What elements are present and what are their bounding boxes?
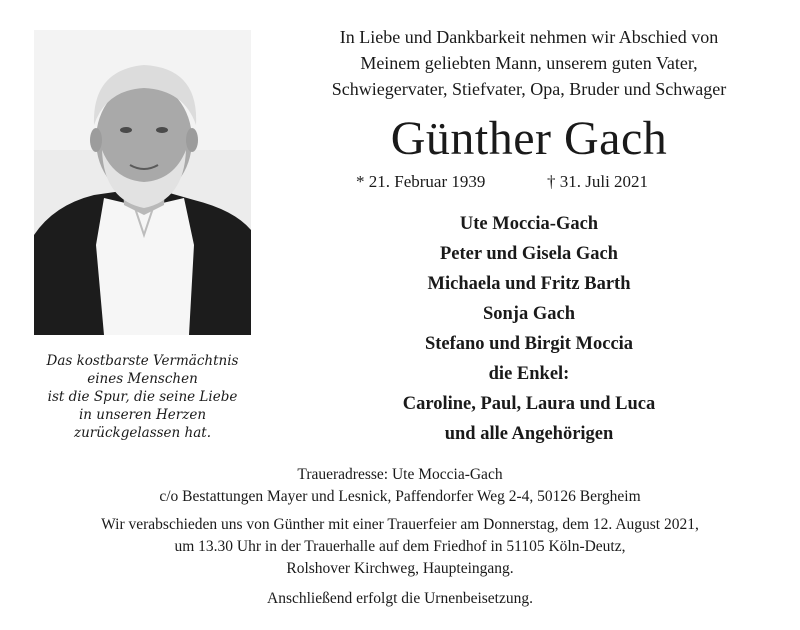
death-date: † 31. Juli 2021 — [547, 172, 649, 191]
portrait-photo — [34, 30, 251, 335]
ceremony-line: Wir verabschieden uns von Günther mit einer Trauerfeier am Donnerstag, dem 12. August 2021, — [101, 516, 699, 533]
intro-line: In Liebe und Dankbarkeit nehmen wir Abschied von — [339, 27, 719, 47]
ceremony-line: Rolshover Kirchweg, Haupteingang. — [286, 560, 514, 577]
mourners-list — [262, 209, 796, 449]
mourning-address — [0, 464, 800, 508]
mourner-line: und alle Angehörigen — [444, 424, 614, 444]
intro-line: Schwiegervater, Stiefvater, Opa, Bruder und Schwager — [331, 79, 727, 99]
intro-text — [262, 24, 796, 102]
mourner-line: Stefano und Birgit Moccia — [424, 334, 634, 354]
address-line: Traueradresse: Ute Moccia-Gach — [297, 466, 503, 483]
mourner-line: Michaela und Fritz Barth — [427, 274, 631, 294]
mourner-line: Sonja Gach — [482, 304, 575, 324]
intro-line: Meinem geliebten Mann, unserem guten Vater, — [360, 53, 698, 73]
ceremony-details — [0, 514, 800, 580]
portrait-image — [34, 30, 251, 335]
quote-line: ist die Spur, die seine Liebe — [47, 389, 238, 405]
mourner-line: Ute Moccia-Gach — [459, 214, 599, 234]
quote-line: zurückgelassen hat. — [74, 425, 211, 441]
mourner-line: Peter und Gisela Gach — [440, 244, 618, 264]
quote-line: eines Menschen — [87, 371, 198, 387]
mourner-line: die Enkel: — [488, 364, 570, 384]
quote-line: in unseren Herzen — [78, 407, 207, 423]
memorial-quote — [34, 352, 251, 442]
closing-note: Anschließend erfolgt die Urnenbeisetzung. — [267, 590, 533, 607]
deceased-name: Günther Gach — [390, 112, 668, 165]
quote-line: Das kostbarste Vermächtnis — [46, 353, 239, 369]
address-line: c/o Bestattungen Mayer und Lesnick, Paffendorfer Weg 2-4, 50126 Bergheim — [159, 488, 641, 505]
ceremony-line: um 13.30 Uhr in der Trauerhalle auf dem Friedhof in 51105 Köln-Deutz, — [174, 538, 626, 555]
mourner-line: Caroline, Paul, Laura und Luca — [402, 394, 656, 414]
birth-date: * 21. Februar 1939 — [356, 172, 486, 191]
